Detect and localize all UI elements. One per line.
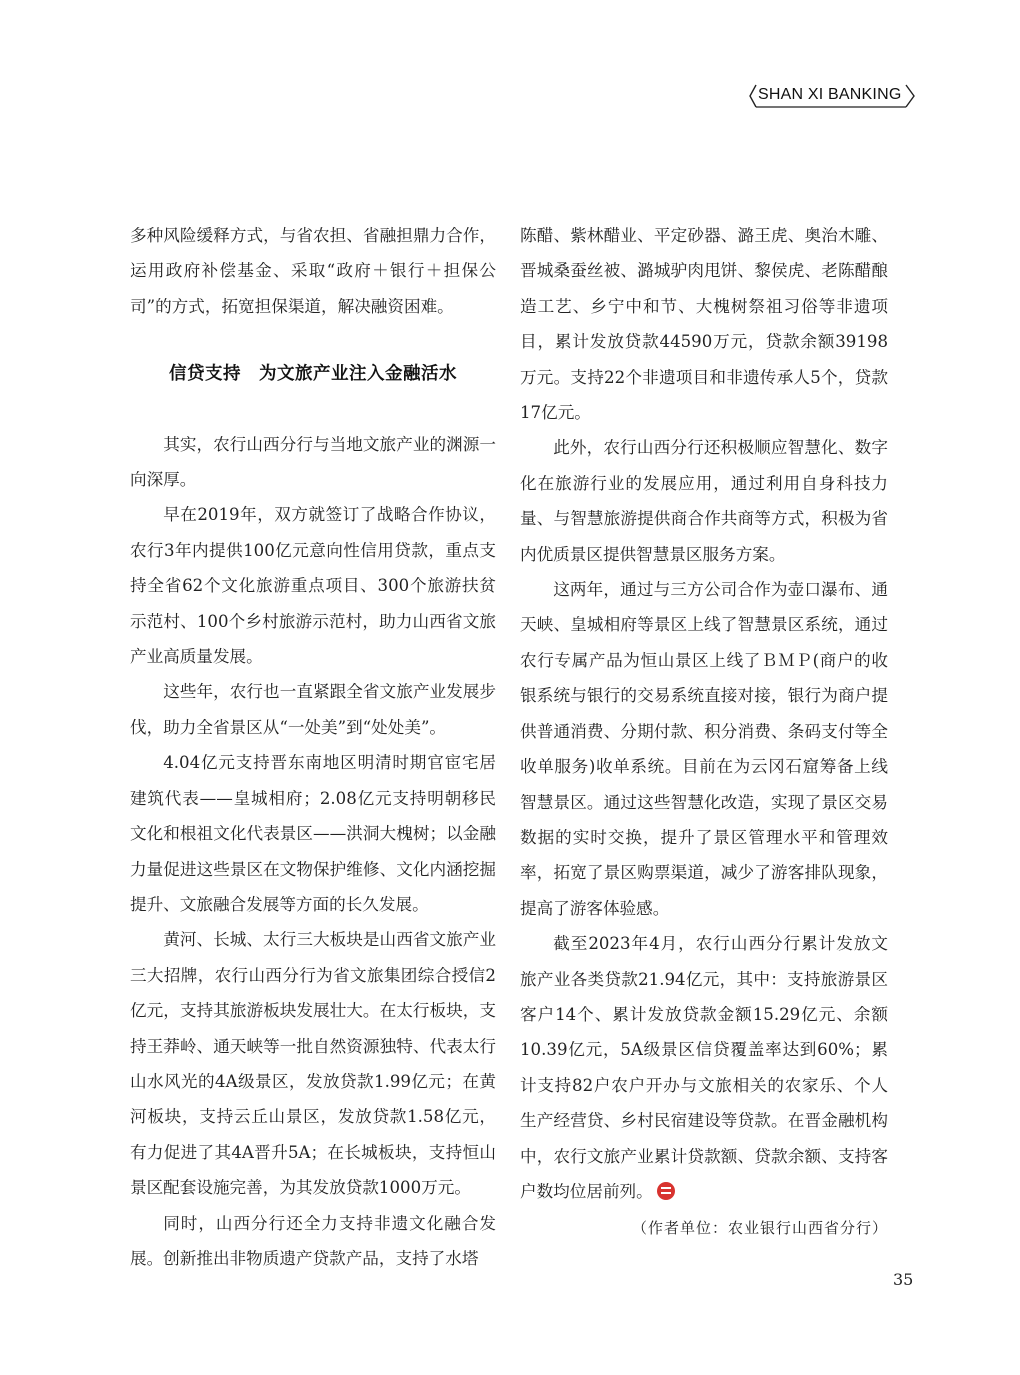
paragraph: 这些年，农行也一直紧跟全省文旅产业发展步伐，助力全省景区从“一处美”到“处处美”。 [130,682,496,737]
paragraph: 此外，农行山西分行还积极顺应智慧化、数字化在旅游行业的发展应用，通过利用自身科技力量、与智慧旅游提供商合作共商等方式，积极为省内优质景区提供智慧景区服务方案。 [520,438,888,564]
left-column [130,218,496,1276]
paragraph: 早在2019年，双方就签订了战略合作协议，农行3年内提供100亿元意向性信用贷款，重点支持全省62个文化旅游重点项目、300个旅游扶贫示范村、100个乡村旅游示范村，助力山西省文旅产业高质量发展。 [130,505,496,667]
journal-end-mark-icon [657,1182,675,1200]
paragraph: 4.04亿元支持晋东南地区明清时期官宦宅居建筑代表——皇城相府；2.08亿元支持明朝移民文化和根祖文化代表景区——洪洞大槐树；以金融力量促进这些景区在文物保护维修、文化内涵挖掘提升、文旅融合发展等方面的长久发展。 [130,753,496,914]
paragraph: 同时，山西分行还全力支持非遗文化融合发展。创新推出非物质遗产贷款产品，支持了水塔 [130,1213,496,1268]
paragraph: 多种风险缓释方式，与省农担、省融担鼎力合作，运用政府补偿基金、采取“政府＋银行＋担保公司”的方式，拓宽担保渠道，解决融资困难。 [130,226,496,316]
header-label: SHAN XI BANKING [758,86,902,103]
author-affiliation: （作者单位：农业银行山西省分行） [631,1219,888,1238]
right-column [520,218,888,1247]
page-number: 35 [893,1270,914,1289]
paragraph-text: 截至2023年4月，农行山西分行累计发放文旅产业各类贷款21.94亿元，其中：支持旅游景区客户14个、累计发放贷款金额15.29亿元、余额10.39亿元，5A级景区信贷覆盖率达到60%；累计支持82户农户开办与文旅相关的农家乐、个人生产经营贷、乡村民宿建设等贷款。在晋金融机构中，农行文旅产业累计贷款额、贷款余额、支持客户数均位居前列。 [520,934,888,1201]
paragraph: 黄河、长城、太行三大板块是山西省文旅产业三大招牌，农行山西分行为省文旅集团综合授信2亿元，支持其旅游板块发展壮大。在太行板块，支持王莽岭、通天峡等一批自然资源独特、代表太行山水风光的4A级景区，发放贷款1.99亿元；在黄河板块，支持云丘山景区，发放贷款1.58亿元，有力促进了其4A晋升5A；在长城板块，支持恒山景区配套设施完善，为其发放贷款1000万元。 [130,930,496,1198]
paragraph: 其实，农行山西分行与当地文旅产业的渊源一向深厚。 [130,434,496,490]
paragraph: 陈醋、紫林醋业、平定砂器、潞王虎、奥治木雕、晋城桑蚕丝被、潞城驴肉甩饼、黎侯虎、老陈醋酿造工艺、乡宁中和节、大槐树祭祖习俗等非遗项目，累计发放贷款44590万元，贷款余额39198万元。支持22个非遗项目和非遗传承人5个，贷款17亿元。 [520,226,888,423]
section-heading: 信贷支持 为文旅产业注入金融活水 [169,364,457,385]
paragraph-final [520,926,888,1209]
header-section-badge [748,84,916,108]
paragraph: 这两年，通过与三方公司合作为壶口瀑布、通天峡、皇城相府等景区上线了智慧景区系统，通过农行专属产品为恒山景区上线了ＢＭＰ(商户的收银系统与银行的交易系统直接对接，银行为商户提供普通消费、分期付款、积分消费、条码支付等全收单服务)收单系统。目前在为云冈石窟筹备上线智慧景区。通过这些智慧化改造，实现了景区交易数据的实时交换，提升了景区管理水平和管理效率，拓宽了景区购票渠道，减少了游客排队现象，提高了游客体验感。 [520,580,888,918]
